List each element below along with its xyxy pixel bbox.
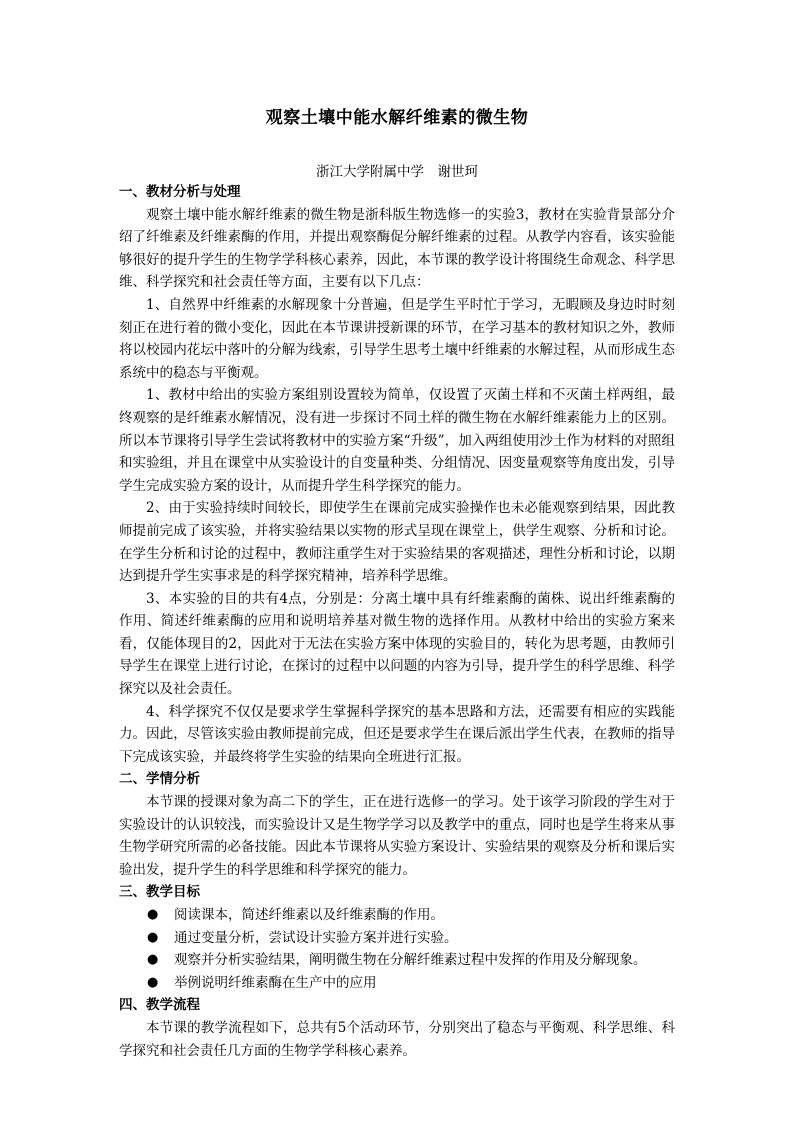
- paragraph: 本节课的授课对象为高二下的学生，正在进行选修一的学习。处于该学习阶段的学生对于实验设计的认识较浅，而实验设计又是生物学学习以及教学中的重点，同时也是学生将来从事生物学研究所需的必备技能。因此本节课将从实验方案设计、实验结果的观察及分析和课后实验出发，提升学生的科学思维和科学探究的能力。: [119, 794, 675, 878]
- document-body: [119, 181, 675, 1062]
- list-item: [119, 927, 675, 950]
- objectives-list: [119, 904, 675, 994]
- paragraph: 4、科学探究不仅仅是要求学生掌握科学探究的基本思路和方法，还需要有相应的实践能力。因此，尽管该实验由教师提前完成，但还是要求学生在课后派出学生代表，在教师的指导下完成该实验，并最终将学生实验的结果向全班进行汇报。: [119, 703, 675, 765]
- list-item: [119, 972, 675, 995]
- list-item-text: 阅读课本，简述纤维素以及纤维素酶的作用。: [174, 907, 444, 923]
- bullet-icon: ●: [147, 929, 159, 945]
- paragraph: 1、教材中给出的实验方案组别设置较为简单，仅设置了灭菌土样和不灭菌土样两组，最终观察的是纤维素水解情况，没有进一步探讨不同土样的微生物在水解纤维素能力上的区别。所以本节课将引导学生尝试将教材中的实验方案“升级”，加入两组使用沙土作为材料的对照组和实验组，并且在课堂中从实验设计的自变量种类、分组情况、因变量观察等角度出发，引导学生完成实验方案的设计，从而提升学生科学探究的能力。: [119, 387, 675, 494]
- section-heading-teaching-objectives: 三、教学目标: [119, 884, 200, 901]
- paragraph: 1、自然界中纤维素的水解现象十分普遍，但是学生平时忙于学习，无暇顾及身边时时刻刻正在进行着的微小变化，因此在本节课讲授新课的环节，在学习基本的教材知识之外，教师将以校园内花坛中落叶的分解为线索，引导学生思考土壤中纤维素的水解过程，从而形成生态系统中的稳态与平衡观。: [119, 296, 675, 381]
- paragraph: 本节课的教学流程如下，总共有5个活动环节，分别突出了稳态与平衡观、科学思维、科学探究和社会责任几方面的生物学学科核心素养。: [119, 1019, 675, 1059]
- list-item-text: 通过变量分析，尝试设计实验方案并进行实验。: [174, 929, 458, 946]
- section-heading-student-analysis: 二、学情分析: [119, 771, 200, 788]
- document-author: 浙江大学附属中学 谢世珂: [316, 164, 478, 180]
- paragraph: 2、由于实验持续时间较长，即使学生在课前完成实验操作也未必能观察到结果，因此教师提前完成了该实验，并将实验结果以实物的形式呈现在课堂上，供学生观察、分析和讨论。在学生分析和讨论的过程中，教师注重学生对于实验结果的客观描述，理性分析和讨论，以期达到提升学生实事求是的科学探究精神，培养科学思维。: [119, 500, 675, 585]
- paragraph: 3、本实验的目的共有4点，分别是：分离土壤中具有纤维素酶的菌株、说出纤维素酶的作用、简述纤维素酶的应用和说明培养基对微生物的选择作用。从教材中给出的实验方案来看，仅能体现目的2，因此对于无法在实验方案中体现的实验目的，转化为思考题，由教师引导学生在课堂上进行讨论，在探讨的过程中以问题的内容为引导，提升学生的科学思维、科学探究以及社会责任。: [119, 590, 675, 698]
- bullet-icon: ●: [147, 907, 159, 922]
- paragraph: 观察土壤中能水解纤维素的微生物是浙科版生物选修一的实验3，教材在实验背景部分介绍了纤维素及纤维素酶的作用，并提出观察酶促分解纤维素的过程。从教学内容看，该实验能够很好的提升学生的生物学学科核心素养，因此，本节课的教学设计将围绕生命观念、科学思维、科学探究和社会责任等方面，主要有以下几点：: [119, 206, 675, 291]
- section-heading-teaching-process: 四、教学流程: [119, 997, 200, 1014]
- section-heading-textbook-analysis: 一、教材分析与处理: [119, 184, 241, 200]
- bullet-icon: ●: [147, 952, 159, 968]
- list-item-text: 举例说明纤维素酶在生产中的应用: [174, 974, 377, 991]
- document-title: 观察土壤中能水解纤维素的微生物: [265, 108, 529, 128]
- list-item: [119, 904, 675, 927]
- list-item-text: 观察并分析实验结果，阐明微生物在分解纤维素过程中发挥的作用及分解现象。: [174, 952, 647, 969]
- bullet-icon: ●: [147, 974, 159, 990]
- list-item: [119, 949, 675, 972]
